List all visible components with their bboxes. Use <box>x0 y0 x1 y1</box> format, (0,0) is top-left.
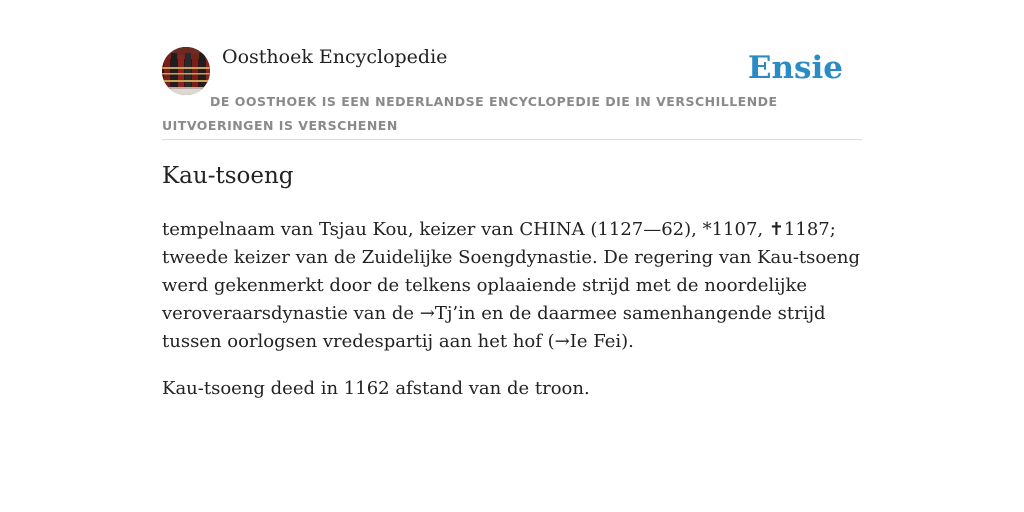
link-ie-fei[interactable]: →Ie Fei <box>554 331 622 352</box>
ensie-brand-link[interactable]: Ensie <box>747 50 843 86</box>
book-spines-icon <box>162 47 210 95</box>
paragraph-text: en de daarmee samenhangende strijd tussen oorlogsen vredespartij aan het hof ( <box>162 303 826 352</box>
article-title: Kau-tsoeng <box>162 163 294 189</box>
site-title[interactable]: Oosthoek Encyclopedie <box>222 46 448 68</box>
paragraph-text: tempelnaam van Tsjau Kou, keizer van CHINA (1127—62), *1107, ✝1187; tweede keizer van de Zuidelijke Soengdynastie. De regering van Kau-tsoeng werd gekenmerkt door de telkens oplaaiende strijd met de noordelijke veroveraarsdynastie van de <box>162 219 860 324</box>
site-header <box>162 0 862 140</box>
site-tagline: DE OOSTHOEK IS EEN NEDERLANDSE ENCYCLOPEDIE DIE IN VERSCHILLENDE UITVOERINGEN IS VERSCHENEN <box>162 94 778 133</box>
paragraph-text: ). <box>621 331 634 352</box>
encyclopedia-logo[interactable] <box>162 47 210 95</box>
link-tjin[interactable]: →Tj’in <box>419 303 476 324</box>
article-body <box>162 216 862 422</box>
page-container <box>162 0 862 512</box>
article-paragraph: Kau-tsoeng deed in 1162 afstand van de troon. <box>162 378 590 399</box>
article-paragraph <box>162 216 862 356</box>
